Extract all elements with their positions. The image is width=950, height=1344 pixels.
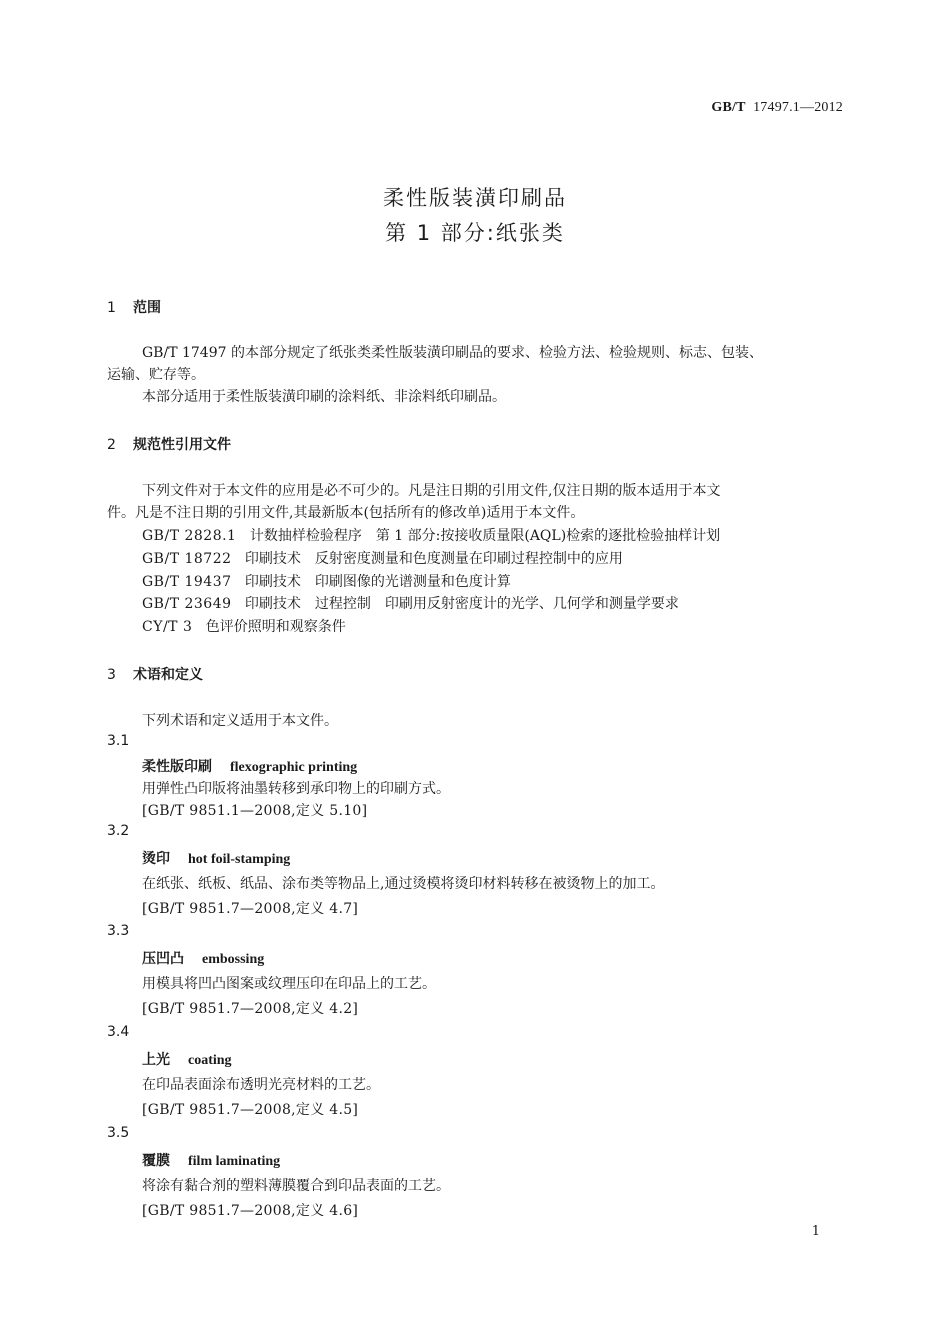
section-title: 术语和定义 — [133, 667, 203, 683]
reference-code: GB/T 18722 — [142, 551, 232, 567]
term-number: 3.4 — [107, 1024, 130, 1040]
term-chinese: 压凹凸 — [142, 951, 184, 967]
page-number: 1 — [811, 1224, 820, 1239]
term-number: 3.2 — [107, 823, 130, 839]
section-number: 1 — [107, 300, 116, 316]
document-title: 柔性版装潢印刷品 — [383, 186, 567, 210]
term-english: film laminating — [188, 1154, 281, 1169]
term-source: [GB/T 9851.7—2008,定义 4.7] — [142, 901, 359, 917]
paragraph: 运输、贮存等。 — [107, 367, 205, 383]
term-heading — [142, 1049, 232, 1069]
paragraph: 下列术语和定义适用于本文件。 — [142, 713, 338, 729]
document-subtitle: 第 1 部分:纸张类 — [385, 221, 565, 245]
term-chinese: 烫印 — [142, 851, 170, 867]
reference-item — [142, 548, 623, 568]
term-heading — [142, 848, 290, 868]
paragraph: 下列文件对于本文件的应用是必不可少的。凡是注日期的引用文件,仅注日期的版本适用于本文 — [142, 483, 721, 499]
term-source: [GB/T 9851.7—2008,定义 4.5] — [142, 1102, 359, 1118]
term-definition: 用弹性凸印版将油墨转移到承印物上的印刷方式。 — [142, 781, 450, 797]
term-chinese: 覆膜 — [142, 1153, 170, 1169]
term-english: hot foil-stamping — [188, 852, 291, 867]
standard-number — [711, 100, 843, 116]
term-heading — [142, 948, 264, 968]
section-heading-3 — [107, 664, 203, 684]
reference-code: GB/T 19437 — [142, 574, 232, 590]
paragraph: GB/T 17497 的本部分规定了纸张类柔性版装潢印刷品的要求、检验方法、检验规则、标志、包装、 — [142, 345, 763, 361]
term-source: [GB/T 9851.1—2008,定义 5.10] — [142, 803, 368, 819]
term-chinese: 上光 — [142, 1052, 170, 1068]
term-definition: 将涂有黏合剂的塑料薄膜覆合到印品表面的工艺。 — [142, 1178, 450, 1194]
reference-title: 印刷技术 印刷图像的光谱测量和色度计算 — [244, 574, 511, 590]
section-heading-1 — [107, 297, 161, 317]
term-number: 3.5 — [107, 1125, 130, 1141]
term-source: [GB/T 9851.7—2008,定义 4.6] — [142, 1203, 359, 1219]
reference-code: CY/T 3 — [142, 619, 193, 635]
term-heading — [142, 1150, 280, 1170]
term-english: coating — [188, 1053, 232, 1068]
term-heading — [142, 756, 357, 776]
std-prefix: GB/T — [711, 100, 746, 115]
section-heading-2 — [107, 434, 231, 454]
reference-item — [142, 525, 720, 545]
section-title: 范围 — [133, 300, 161, 316]
term-number: 3.3 — [107, 923, 130, 939]
reference-item — [142, 593, 679, 613]
term-english: flexographic printing — [230, 760, 358, 775]
paragraph: 本部分适用于柔性版装潢印刷的涂料纸、非涂料纸印刷品。 — [142, 389, 506, 405]
term-definition: 用模具将凹凸图案或纹理压印在印品上的工艺。 — [142, 976, 436, 992]
term-english: embossing — [202, 952, 265, 967]
term-definition: 在印品表面涂布透明光亮材料的工艺。 — [142, 1077, 380, 1093]
std-code: 17497.1—2012 — [753, 100, 843, 115]
reference-item — [142, 616, 346, 636]
paragraph: 件。凡是不注日期的引用文件,其最新版本(包括所有的修改单)适用于本文件。 — [107, 505, 585, 521]
term-definition: 在纸张、纸板、纸品、涂布类等物品上,通过烫模将烫印材料转移在被烫物上的加工。 — [142, 876, 665, 892]
reference-title: 印刷技术 过程控制 印刷用反射密度计的光学、几何学和测量学要求 — [244, 596, 679, 612]
reference-code: GB/T 23649 — [142, 596, 232, 612]
section-title: 规范性引用文件 — [133, 437, 231, 453]
section-number: 3 — [107, 667, 116, 683]
reference-title: 计数抽样检验程序 第 1 部分:按接收质量限(AQL)检索的逐批检验抽样计划 — [249, 528, 721, 544]
reference-title: 色评价照明和观察条件 — [205, 619, 346, 635]
term-number: 3.1 — [107, 733, 130, 749]
term-chinese: 柔性版印刷 — [142, 759, 212, 775]
term-source: [GB/T 9851.7—2008,定义 4.2] — [142, 1001, 359, 1017]
reference-code: GB/T 2828.1 — [142, 528, 237, 544]
reference-title: 印刷技术 反射密度测量和色度测量在印刷过程控制中的应用 — [244, 551, 623, 567]
reference-item — [142, 571, 511, 591]
section-number: 2 — [107, 437, 116, 453]
